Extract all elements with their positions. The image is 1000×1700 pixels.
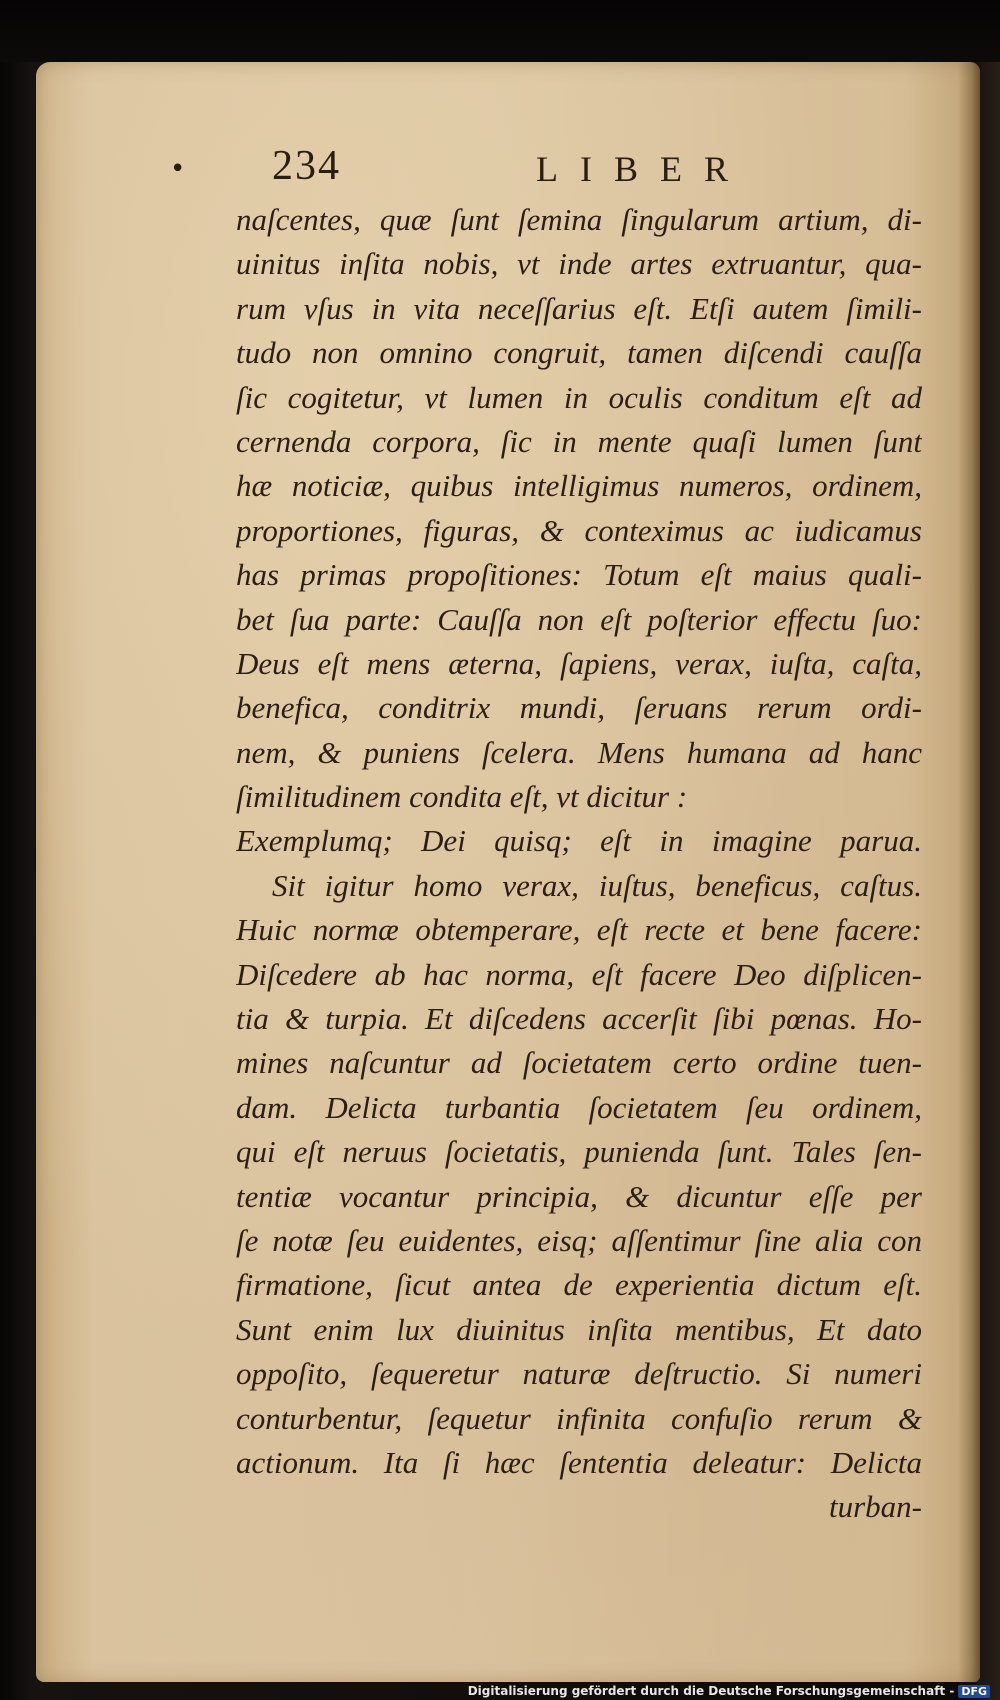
verse-line: Exemplumq; Dei quisq; eſt in imagine parua. <box>236 823 922 859</box>
text-line: nem, & puniens ſcelera. Mens humana ad hanc <box>236 734 922 770</box>
text-line: tentiæ vocantur principia, & dicuntur eſſe per <box>236 1178 922 1214</box>
page-edge-shadow <box>958 62 980 1682</box>
digitization-credit <box>468 1684 990 1698</box>
scan-top-shadow <box>0 0 1000 62</box>
text-line: Diſcedere ab hac norma, eſt facere Deo diſplicen- <box>236 956 922 992</box>
text-line: firmatione, ſicut antea de experientia dictum eſt. <box>236 1267 922 1303</box>
text-line: qui eſt neruus ſocietatis, punienda ſunt. Tales ſen- <box>236 1134 922 1170</box>
text-line: proportiones, figuras, & conteximus ac iudicamus <box>236 512 922 548</box>
credit-text: Digitalisierung gefördert durch die Deutsche Forschungsgemeinschaft - <box>467 1684 955 1698</box>
text-line: Sunt enim lux diuinitus inſita mentibus, Et dato <box>236 1311 922 1347</box>
running-title: LIBER <box>536 149 750 189</box>
running-head <box>36 142 980 192</box>
paragraph-start-line: Sit igitur homo verax, iuſtus, beneficus, caſtus. <box>272 867 922 903</box>
text-line: rum vſus in vita neceſſarius eſt. Etſi autem ſimili- <box>236 290 922 326</box>
text-line: Huic normæ obtemperare, eſt recte et bene facere: <box>236 912 922 948</box>
text-line: conturbentur, ſequetur infinita confuſio rerum & <box>236 1400 922 1436</box>
text-line: actionum. Ita ſi hæc ſententia deleatur: Delicta <box>236 1444 922 1480</box>
text-line: tudo non omnino congruit, tamen diſcendi cauſſa <box>236 335 922 371</box>
margin-mark: • <box>170 154 186 184</box>
text-line: has primas propoſitiones: Totum eſt maius quali- <box>236 557 922 593</box>
book-page <box>36 62 980 1682</box>
catchword: turban- <box>829 1489 922 1525</box>
text-line: ſe notæ ſeu euidentes, eisq; aſſentimur ſine alia con <box>236 1222 922 1258</box>
text-line: hæ noticiæ, quibus intelligimus numeros, ordinem, <box>236 468 922 504</box>
text-line: cernenda corpora, ſic in mente quaſi lumen ſunt <box>236 423 922 459</box>
text-line: oppoſito, ſequeretur naturæ deſtructio. Si numeri <box>236 1356 922 1392</box>
text-line: naſcentes, quæ ſunt ſemina ſingularum artium, di- <box>236 202 922 237</box>
text-line: tia & turpia. Et diſcedens accerſit ſibi pœnas. Ho- <box>236 1001 922 1037</box>
text-line: mines naſcuntur ad ſocietatem certo ordine tuen- <box>236 1045 922 1081</box>
text-line: ſic cogitetur, vt lumen in oculis conditum eſt ad <box>236 379 922 415</box>
text-line: dam. Delicta turbantia ſocietatem ſeu ordinem, <box>236 1089 922 1125</box>
text-line: benefica, conditrix mundi, ſeruans rerum ordi- <box>236 690 922 726</box>
dfg-logo: DFG <box>958 1685 990 1698</box>
text-line: Deus eſt mens æterna, ſapiens, verax, iuſta, caſta, <box>236 645 922 681</box>
page-number: 234 <box>272 143 341 189</box>
body-text <box>236 198 922 1530</box>
text-line: bet ſua parte: Cauſſa non eſt poſterior effectu ſuo: <box>236 601 922 637</box>
text-line: ſimilitudinem condita eſt, vt dicitur : <box>236 779 688 815</box>
text-line: uinitus inſita nobis, vt inde artes extruantur, qua- <box>236 246 922 282</box>
